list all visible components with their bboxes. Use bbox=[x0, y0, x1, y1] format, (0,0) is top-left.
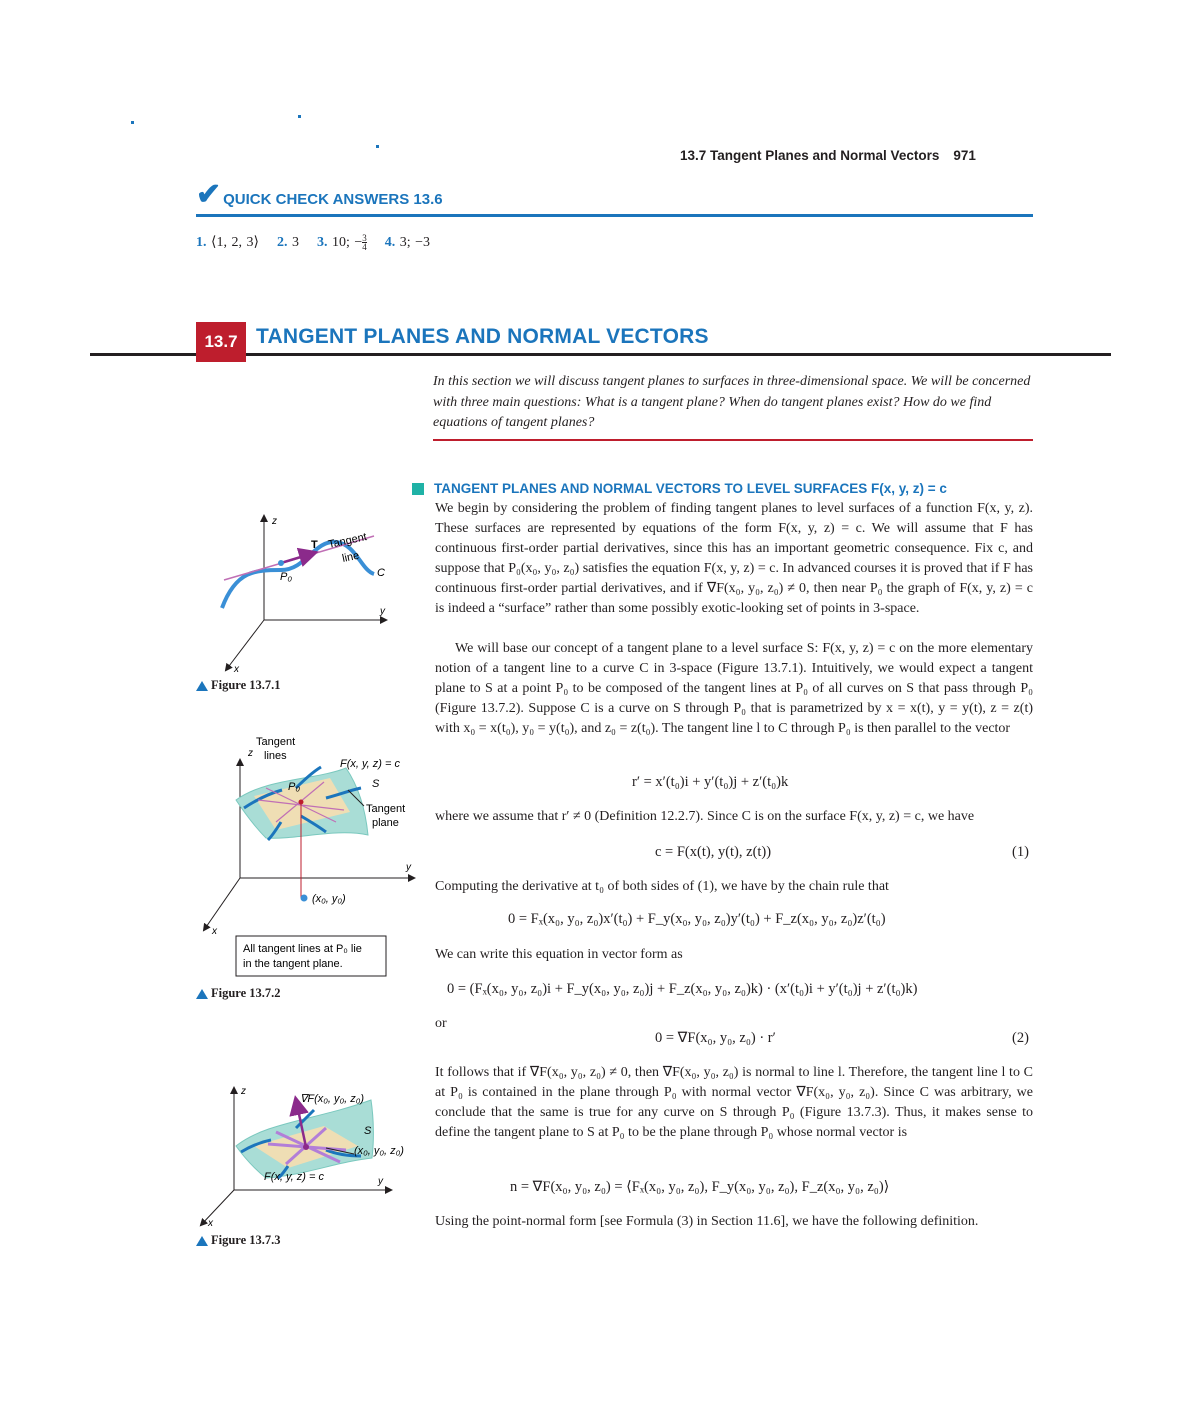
equation: r′ = x′(t₀)i + y′(t₀)j + z′(t₀)k bbox=[632, 774, 789, 790]
fraction: $\frac{3}{4}$ bbox=[362, 233, 367, 253]
section-intro: In this section we will discuss tangent planes to surfaces in three-dimensional space. We will be concerned with three main questions: What is a tangent plane? When do tangent planes exist? How do we find equations of tangent planes? bbox=[433, 374, 1031, 430]
x-axis bbox=[226, 620, 264, 670]
intro-rule bbox=[433, 439, 1033, 441]
section-number-badge: 13.7 bbox=[196, 322, 246, 362]
svg-text:F(x, y, z) = c: F(x, y, z) = c bbox=[264, 1171, 324, 1183]
answer-text: 3 bbox=[291, 235, 299, 250]
figure-13-7-1-diagram bbox=[196, 500, 416, 680]
x-axis bbox=[201, 1190, 234, 1225]
figure-13-7-3-diagram bbox=[196, 1080, 421, 1230]
subsection-heading bbox=[412, 481, 947, 496]
paragraph: We begin by considering the problem of finding tangent planes to level surfaces of a function F(x, y, z). These surfaces are represented by equations of the form F(x, y, z) = c. We will assume that F has continuous first-order partial derivatives, since this has an important geometric consequence. Fix c, and suppose that P₀(x₀, y₀, z₀) satisfies the equation F(x, y, z) = c. In advanced courses it is proved that if F has continuous first-order partial derivatives, and if ∇F(x₀, y₀, z₀) ≠ 0, then near P₀ the graph of F(x, y, z) = c is indeed a “surface” rather than some possibly exotic-looking set of points in 3-space. bbox=[435, 501, 1033, 616]
svg-text:x: x bbox=[212, 926, 217, 937]
svg-text:Tangent: Tangent bbox=[327, 531, 368, 551]
svg-text:S: S bbox=[372, 778, 380, 790]
figure-caption: Figure 13.7.2 bbox=[196, 986, 281, 1001]
svg-text:C: C bbox=[377, 567, 385, 579]
section-title: TANGENT PLANES AND NORMAL VECTORS bbox=[256, 325, 709, 348]
answer-number: 4. bbox=[384, 235, 396, 250]
running-head bbox=[680, 148, 976, 163]
stray-mark bbox=[298, 115, 301, 118]
equation: 0 = ∇F(x₀, y₀, z₀) · r′ bbox=[655, 1030, 776, 1046]
paragraph: Using the point-normal form [see Formula (3) in Section 11.6], we have the following definition. bbox=[435, 1214, 979, 1229]
point-p0 bbox=[303, 1144, 309, 1150]
equation: c = F(x(t), y(t), z(t)) bbox=[655, 844, 772, 860]
equation-number: (1) bbox=[1012, 844, 1029, 860]
svg-text:y: y bbox=[378, 1176, 383, 1187]
running-head-title: 13.7 Tangent Planes and Normal Vectors bbox=[680, 148, 940, 163]
svg-text:line: line bbox=[341, 549, 361, 565]
paragraph: or bbox=[435, 1016, 447, 1031]
checkmark-icon: ✔ bbox=[196, 178, 222, 211]
triangle-icon bbox=[196, 1236, 208, 1246]
svg-text:x: x bbox=[234, 664, 239, 675]
svg-text:y: y bbox=[380, 606, 385, 617]
svg-text:z: z bbox=[241, 1086, 246, 1097]
answer-text: ⟨1, 2, 3⟩ bbox=[211, 235, 259, 250]
stray-mark bbox=[376, 145, 379, 148]
equation-number: (2) bbox=[1012, 1030, 1029, 1046]
quick-check-answers bbox=[196, 234, 430, 251]
equation: n = ∇F(x₀, y₀, z₀) = ⟨Fₓ(x₀, y₀, z₀), F_y(x₀, y₀, z₀), F_z(x₀, y₀, z₀)⟩ bbox=[510, 1179, 890, 1195]
svg-text:F(x, y, z) = c: F(x, y, z) = c bbox=[340, 758, 400, 770]
figure-13-7-2-diagram bbox=[196, 730, 421, 980]
svg-text:P₀: P₀ bbox=[280, 571, 292, 583]
svg-text:T: T bbox=[311, 539, 318, 551]
stray-mark bbox=[131, 121, 134, 124]
svg-text:Tangent: Tangent bbox=[366, 803, 406, 815]
triangle-icon bbox=[196, 681, 208, 691]
paragraph: We can write this equation in vector form as bbox=[435, 947, 683, 962]
subsection-title: TANGENT PLANES AND NORMAL VECTORS TO LEVEL SURFACES F(x, y, z) = c bbox=[434, 481, 947, 496]
figure-caption: Figure 13.7.1 bbox=[196, 678, 281, 693]
svg-text:Tangent: Tangent bbox=[256, 736, 296, 748]
svg-text:(x₀, y₀): (x₀, y₀) bbox=[312, 893, 346, 905]
svg-text:y: y bbox=[406, 862, 411, 873]
answer-text: 10; − bbox=[331, 235, 363, 250]
svg-text:S: S bbox=[364, 1125, 372, 1137]
answer-number: 1. bbox=[196, 235, 207, 250]
svg-text:P₀: P₀ bbox=[288, 781, 300, 793]
equation: 0 = Fₓ(x₀, y₀, z₀)x′(t₀) + F_y(x₀, y₀, z₀)y′(t₀) + F_z(x₀, y₀, z₀)z′(t₀) bbox=[508, 911, 886, 927]
svg-text:plane: plane bbox=[372, 817, 399, 829]
quick-check-title bbox=[196, 178, 443, 211]
quick-check-title-text: QUICK CHECK ANSWERS 13.6 bbox=[223, 191, 443, 208]
svg-text:(x₀, y₀, z₀): (x₀, y₀, z₀) bbox=[354, 1145, 404, 1157]
answer-number: 2. bbox=[276, 235, 288, 250]
figure-caption: Figure 13.7.3 bbox=[196, 1233, 281, 1248]
triangle-icon bbox=[196, 989, 208, 999]
answer-number: 3. bbox=[316, 235, 328, 250]
paragraph: We will base our concept of a tangent plane to a level surface S: F(x, y, z) = c on the more elementary notion of a tangent line to a curve C in 3-space (Figure 13.7.1). Intuitively, we would expect a tangent plane to S at a point P₀ to be composed of the tangent lines at P₀ of all curves on S that pass through P₀ (Figure 13.7.2). Suppose C is a curve on S through P₀ that is parametrized by x = x(t), y = y(t), z = z(t) with x₀ = x(t₀), y₀ = y(t₀), and z₀ = z(t₀). The tangent line l to C through P₀ is then parallel to the vector bbox=[435, 641, 1033, 736]
quick-check-rule bbox=[196, 214, 1033, 217]
x-axis bbox=[204, 878, 240, 930]
svg-text:z: z bbox=[248, 748, 253, 759]
page-number: 971 bbox=[953, 148, 976, 163]
square-bullet-icon bbox=[412, 483, 424, 495]
equation: 0 = (Fₓ(x₀, y₀, z₀)i + F_y(x₀, y₀, z₀)j + F_z(x₀, y₀, z₀)k) · (x′(t₀)i + y′(t₀)j + z′(t₀)k) bbox=[447, 981, 918, 997]
svg-text:in the tangent plane.: in the tangent plane. bbox=[243, 958, 343, 970]
point-p0 bbox=[278, 560, 284, 566]
svg-text:lines: lines bbox=[264, 750, 287, 762]
paragraph: Computing the derivative at t₀ of both sides of (1), we have by the chain rule that bbox=[435, 879, 889, 894]
answer-text: 3; −3 bbox=[399, 235, 431, 250]
point-x0-y0 bbox=[301, 895, 308, 902]
svg-text:z: z bbox=[272, 516, 277, 527]
figure-note-box bbox=[236, 936, 386, 976]
paragraph: It follows that if ∇F(x₀, y₀, z₀) ≠ 0, then ∇F(x₀, y₀, z₀) is normal to line l. Therefore, the tangent line l to C at P₀ is contained in the plane through P₀ with normal vector ∇F(x₀, y₀, z₀). Since C was arbitrary, we conclude that the same is true for any curve on S through P₀ (Figure 13.7.3). Thus, it makes sense to define the tangent plane to S at P₀ to be the plane through P₀ whose normal vector is bbox=[435, 1065, 1033, 1140]
svg-text:All tangent lines at P₀ lie: All tangent lines at P₀ lie bbox=[243, 943, 362, 955]
svg-text:x: x bbox=[208, 1218, 213, 1229]
svg-text:∇F(x₀, y₀, z₀): ∇F(x₀, y₀, z₀) bbox=[300, 1093, 365, 1105]
paragraph: where we assume that r′ ≠ 0 (Definition 12.2.7). Since C is on the surface F(x, y, z) = c, we have bbox=[435, 809, 975, 824]
